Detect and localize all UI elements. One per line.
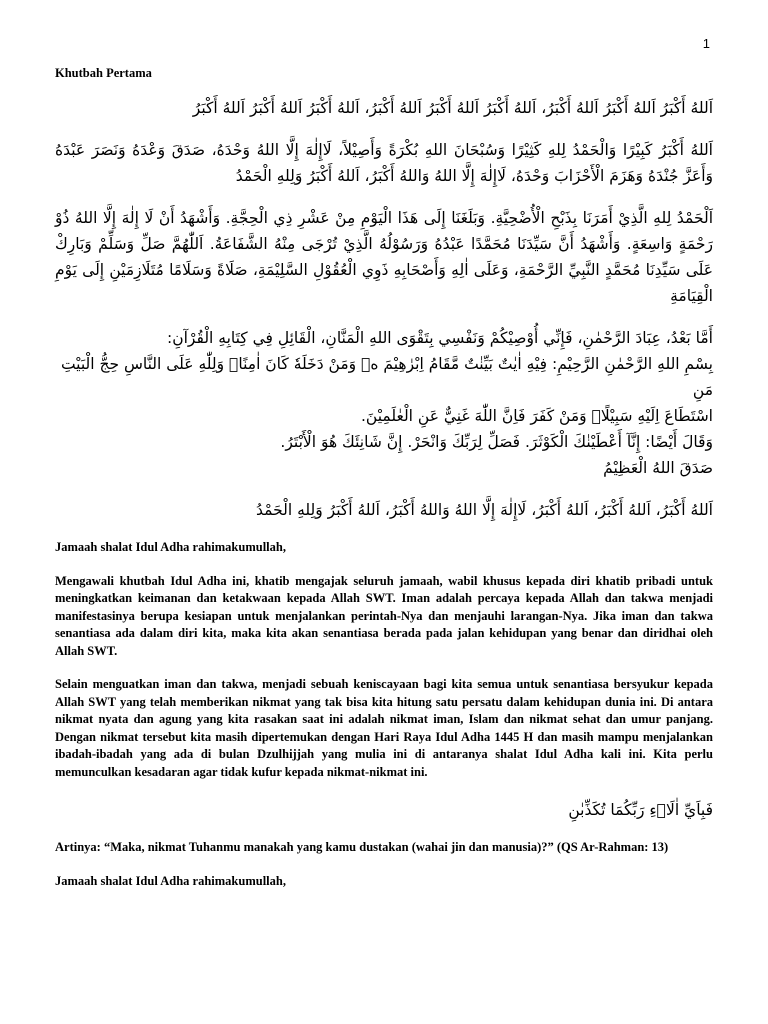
salutation: Jamaah shalat Idul Adha rahimakumullah, [55,873,286,888]
arabic-takbir-long: اَللهُ أَكْبَرُ كَبِيْرًا وَالْحَمْدُ لِلهِ كَثِيْرًا وَسُبْحَانَ اللهِ بُكْرَةً وَأَصِيْلاً، لَاإِلٰهَ إِلَّا اللهُ وَحْدَهُ، صَدَقَ وَعْدَهُ وَنَصَرَ عَبْدَهُ وَأَعَزَّ جُنْدَهُ وَهَزَمَ الْأَحْزَابَ وَحْدَهُ، لَاإِلٰهَ إِلَّا اللهُ وَاللهُ أَكْبَرُ، اَللهُ أَكْبَرُ وَلِلهِ الْحَمْدُ [55,141,713,185]
ayat-translation: Artinya: “Maka, nikmat Tuhanmu manakah yang kamu dustakan (wahai jin dan manusia)?” (QS Ar-Rahman: 13) [55,840,669,854]
arabic-takbir-closing: اَللهُ أَكْبَرُ، اَللهُ أَكْبَرُ، اَللهُ أَكْبَرُ، لَاإِلٰهَ إِلَّا اللهُ وَاللهُ أَكْبَرُ، اَللهُ أَكْبَرُ وَلِلهِ الْحَمْدُ [256,501,713,519]
paragraph: Mengawali khutbah Idul Adha ini, khatib mengajak seluruh jamaah, wabil khusus kepada diri khatib pribadi untuk meningkatkan keimanan dan ketakwaan kepada Allah SWT. Iman adalah percaya kepada Allah dan takwa menjadi manifestasinya berupa kesiapan untuk menjalankan perintah-Nya dan menjauhi larangan-Nya. Jika iman dan takwa senantiasa ada dalam diri kita, maka kita akan senantiasa berada pada jalan kehidupan yang benar dan diridhai oleh Allah SWT. [55,573,713,658]
arabic-ayat: فَبِاَيِّ اٰلَاۤءِ رَبِّكُمَا تُكَذِّبٰنِ [568,801,713,819]
salutation: Jamaah shalat Idul Adha rahimakumullah, [55,540,286,554]
arabic-amma-badu [55,325,713,481]
arabic-hamdalah: اَلْحَمْدُ لِلهِ الَّذِيْ أَمَرَنَا بِذَبْحِ الْأُضْحِيَّةِ. وَبَلَغَنَا إِلَى هَذَا الْيَوْمِ مِنْ عَشْرِ ذِي الْحِجَّةِ. وَأَشْهَدُ أَنْ لَا إِلٰهَ إِلَّا اللهُ ذُوْ رَحْمَةٍ وَاسِعَةٍ. وَأَشْهَدُ أَنَّ سَيِّدَنَا مُحَمَّدًا عَبْدُهُ وَرَسُوْلُهُ الَّذِيْ تُرْجَى مِنْهُ الشَّفَاعَةُ. اَللّٰهُمَّ صَلِّ وَسَلِّمْ وَبَارِكْ عَلَى سَيِّدِنَا مُحَمَّدٍ النَّبِيِّ الرَّحْمَةِ، وَعَلَى اٰلِهِ وَأَصْحَابِهِ ذَوِي الْعُقُوْلِ السَّلِيْمَةِ، صَلَاةً وَسَلَامًا مُتَلَازِمَيْنِ إِلَى يَوْمِ الْقِيَامَةِ [55,209,713,305]
arabic-line: اسْتَطَاعَ اِلَيْهِ سَبِيْلًاۗ وَمَنْ كَفَرَ فَاِنَّ اللّٰهَ غَنِيٌّ عَنِ الْعٰلَمِيْنَ. [360,407,713,425]
document-body [55,66,713,906]
arabic-takbir-opening: اَللهُ أَكْبَرُ اَللهُ أَكْبَرُ اَللهُ أَكْبَرُ، اَللهُ أَكْبَرُ اَللهُ أَكْبَرُ اَللهُ أَكْبَرُ، اَللهُ أَكْبَرُ اَللهُ أَكْبَرُ اَللهُ أَكْبَرُ [192,99,713,117]
paragraph: Selain menguatkan iman dan takwa, menjadi sebuah keniscayaan bagi kita semua untuk senantiasa bersyukur kepada Allah SWT yang telah memberikan nikmat yang tak bisa kita hitung satu persatu dalam kehidupan dunia ini. Di antara nikmat nyata dan agung yang kita rasakan saat ini adalah nikmat iman, Islam dan nikmat sehat dan umur panjang. Dengan nikmat tersebut kita masih dipertemukan dengan Hari Raya Idul Adha 1445 H dan masih mampu menjalankan ibadah-ibadah yang ada di bulan Dzulhijjah yang mulia ini di antaranya shalat Idul Adha kali ini. Kita perlu memunculkan kesadaran agar tidak kufur kepada nikmat-nikmat ini. [55,677,713,779]
arabic-line: أَمَّا بَعْدُ، عِبَادَ الرَّحْمٰنِ، فَإِنِّي أُوْصِيْكُمْ وَنَفْسِي بِتَقْوَى اللهِ الْمَنَّانِ، الْقَائِلِ فِي كِتَابِهِ الْقُرْآنِ: [167,329,713,347]
arabic-line: بِسْمِ اللهِ الرَّحْمٰنِ الرَّحِيْمِ: فِيْهِ اٰيٰتٌ بَيِّنٰتٌ مَّقَامُ اِبْرٰهِيْمَ ەۚ وَمَنْ دَخَلَهٗ كَانَ اٰمِنًاۗ وَلِلّٰهِ عَلَى النَّاسِ حِجُّ الْبَيْتِ مَنِ [60,355,713,399]
section-heading: Khutbah Pertama [55,66,152,80]
arabic-line: وَقَالَ أَيْضًا: إِنَّآ أَعْطَيْنٰكَ الْكَوْثَرَ. فَصَلِّ لِرَبِّكَ وَانْحَرْ. إِنَّ شَانِئَكَ هُوَ الْأَبْتَرُ. [280,433,713,451]
page-number: 1 [702,36,710,51]
arabic-line: صَدَقَ اللهُ الْعَظِيْمُ [603,459,713,477]
